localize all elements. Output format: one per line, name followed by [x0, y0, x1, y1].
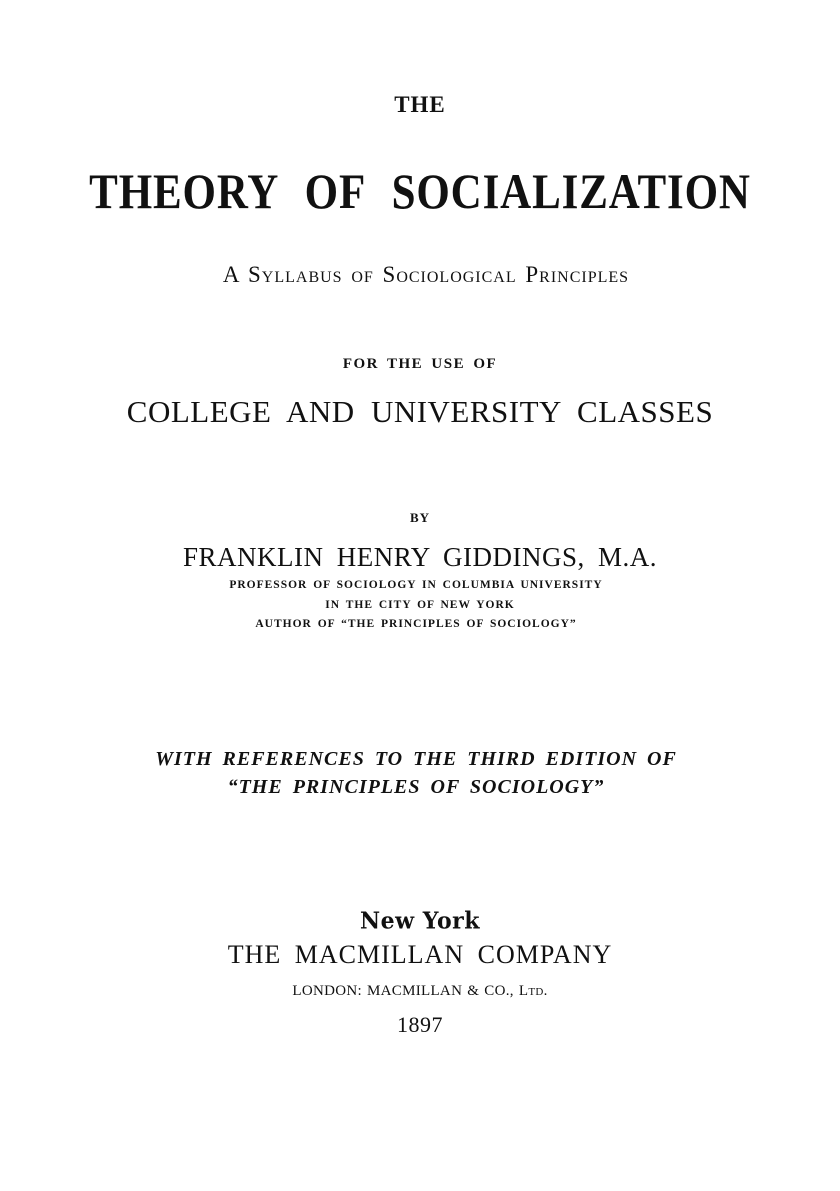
imprint-london-text: LONDON: MACMILLAN & CO.,	[292, 983, 519, 999]
author-credential: AUTHOR OF “THE PRINCIPLES OF SOCIOLOGY”	[255, 618, 577, 630]
audience-line: COLLEGE AND UNIVERSITY CLASSES	[126, 394, 714, 429]
imprint-place: New York	[359, 907, 480, 935]
by-line: BY	[409, 510, 431, 525]
title-article: THE	[394, 92, 446, 117]
references-note: WITH REFERENCES TO THE THIRD EDITION OF	[155, 748, 677, 770]
imprint-london	[0, 983, 840, 1000]
author-credential: IN THE CITY OF NEW YORK	[325, 599, 515, 611]
imprint-publisher: THE MACMILLAN COMPANY	[227, 940, 613, 969]
author-name: FRANKLIN HENRY GIDDINGS, M.A.	[182, 542, 657, 572]
imprint-year: 1897	[397, 1012, 443, 1037]
references-note: “THE PRINCIPLES OF SOCIOLOGY”	[227, 776, 605, 798]
for-use-line: FOR THE USE OF	[342, 356, 498, 372]
book-subtitle: A Syllabus of Sociological Principles	[222, 262, 630, 287]
imprint-london-ltd: Ltd.	[518, 983, 548, 999]
author-credential: PROFESSOR OF SOCIOLOGY IN COLUMBIA UNIVERSITY	[229, 579, 603, 591]
book-title: THEORY OF SOCIALIZATION	[89, 163, 751, 219]
